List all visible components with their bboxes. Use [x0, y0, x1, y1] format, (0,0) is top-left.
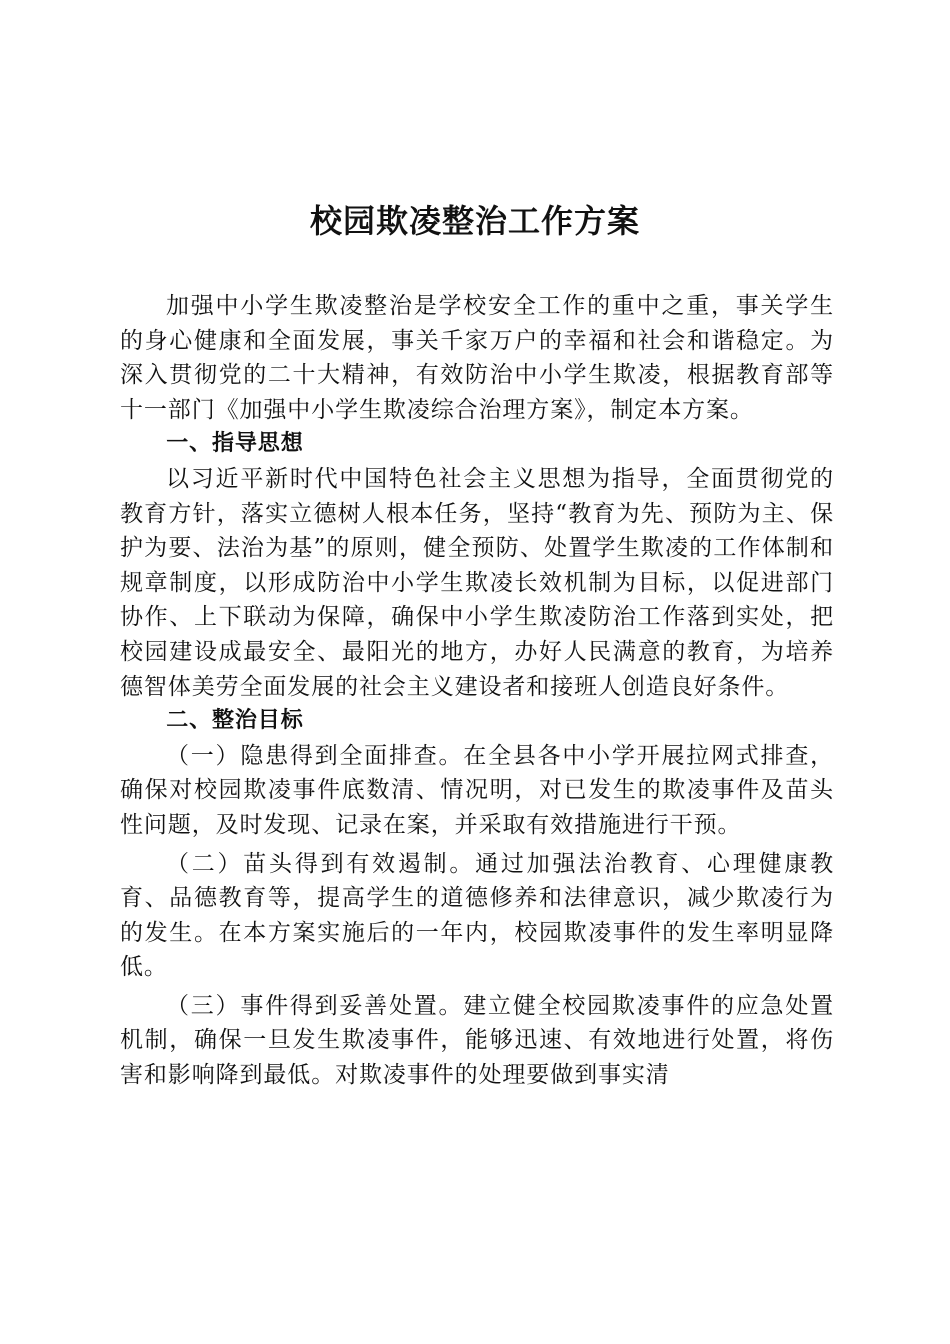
goal-item-lead: （二）苗头得到有效遏制。	[166, 850, 476, 877]
goal-item-text: 在全县各中小学开展拉网式排查，确保对校园欺凌事件底数清、情况明，对已发生的欺凌事件及苗头性问题，及时发现、记录在案，并采取有效措施进行干预。	[120, 742, 834, 838]
goal-item-text: 建立健全校园欺凌事件的应急处置机制，确保一旦发生欺凌事件，能够迅速、有效地进行处置，将伤害和影响降到最低。对欺凌事件的处理要做到事实清	[120, 992, 834, 1089]
section-heading-rectification-goals: 二、整治目标	[166, 708, 304, 734]
document-title: 校园欺凌整治工作方案	[309, 202, 640, 240]
goal-item-lead: （三）事件得到妥善处置。	[166, 992, 464, 1019]
goal-item-lead: （一）隐患得到全面排查。	[166, 742, 464, 769]
intro-paragraph: 加强中小学生欺凌整治是学校安全工作的重中之重，事关学生的身心健康和全面发展，事关千家万户的幸福和社会和谐稳定。为深入贯彻党的二十大精神，有效防治中小学生欺凌，根据教育部等十一部门《加强中小学生欺凌综合治理方案》，制定本方案。	[120, 293, 834, 423]
section-heading-guiding-ideology: 一、指导思想	[166, 431, 304, 457]
guiding-ideology-paragraph: 以习近平新时代中国特色社会主义思想为指导，全面贯彻党的教育方针，落实立德树人根本任务，坚持“教育为先、预防为主、保护为要、法治为基”的原则，健全预防、处置学生欺凌的工作体制和规章制度，以形成防治中小学生欺凌长效机制为目标，以促进部门协作、上下联动为保障，确保中小学生欺凌防治工作落到实处，把校园建设成最安全、最阳光的地方，办好人民满意的教育，为培养德智体美劳全面发展的社会主义建设者和接班人创造良好条件。	[120, 465, 834, 700]
goal-item-2	[120, 847, 834, 985]
goal-item-text: 通过加强法治教育、心理健康教育、品德教育等，提高学生的道德修养和法律意识，减少欺凌行为的发生。在本方案实施后的一年内，校园欺凌事件的发生率明显降低。	[120, 850, 834, 981]
document-body	[120, 289, 834, 1093]
goal-item-3	[120, 989, 834, 1093]
goal-item-1	[120, 739, 834, 843]
